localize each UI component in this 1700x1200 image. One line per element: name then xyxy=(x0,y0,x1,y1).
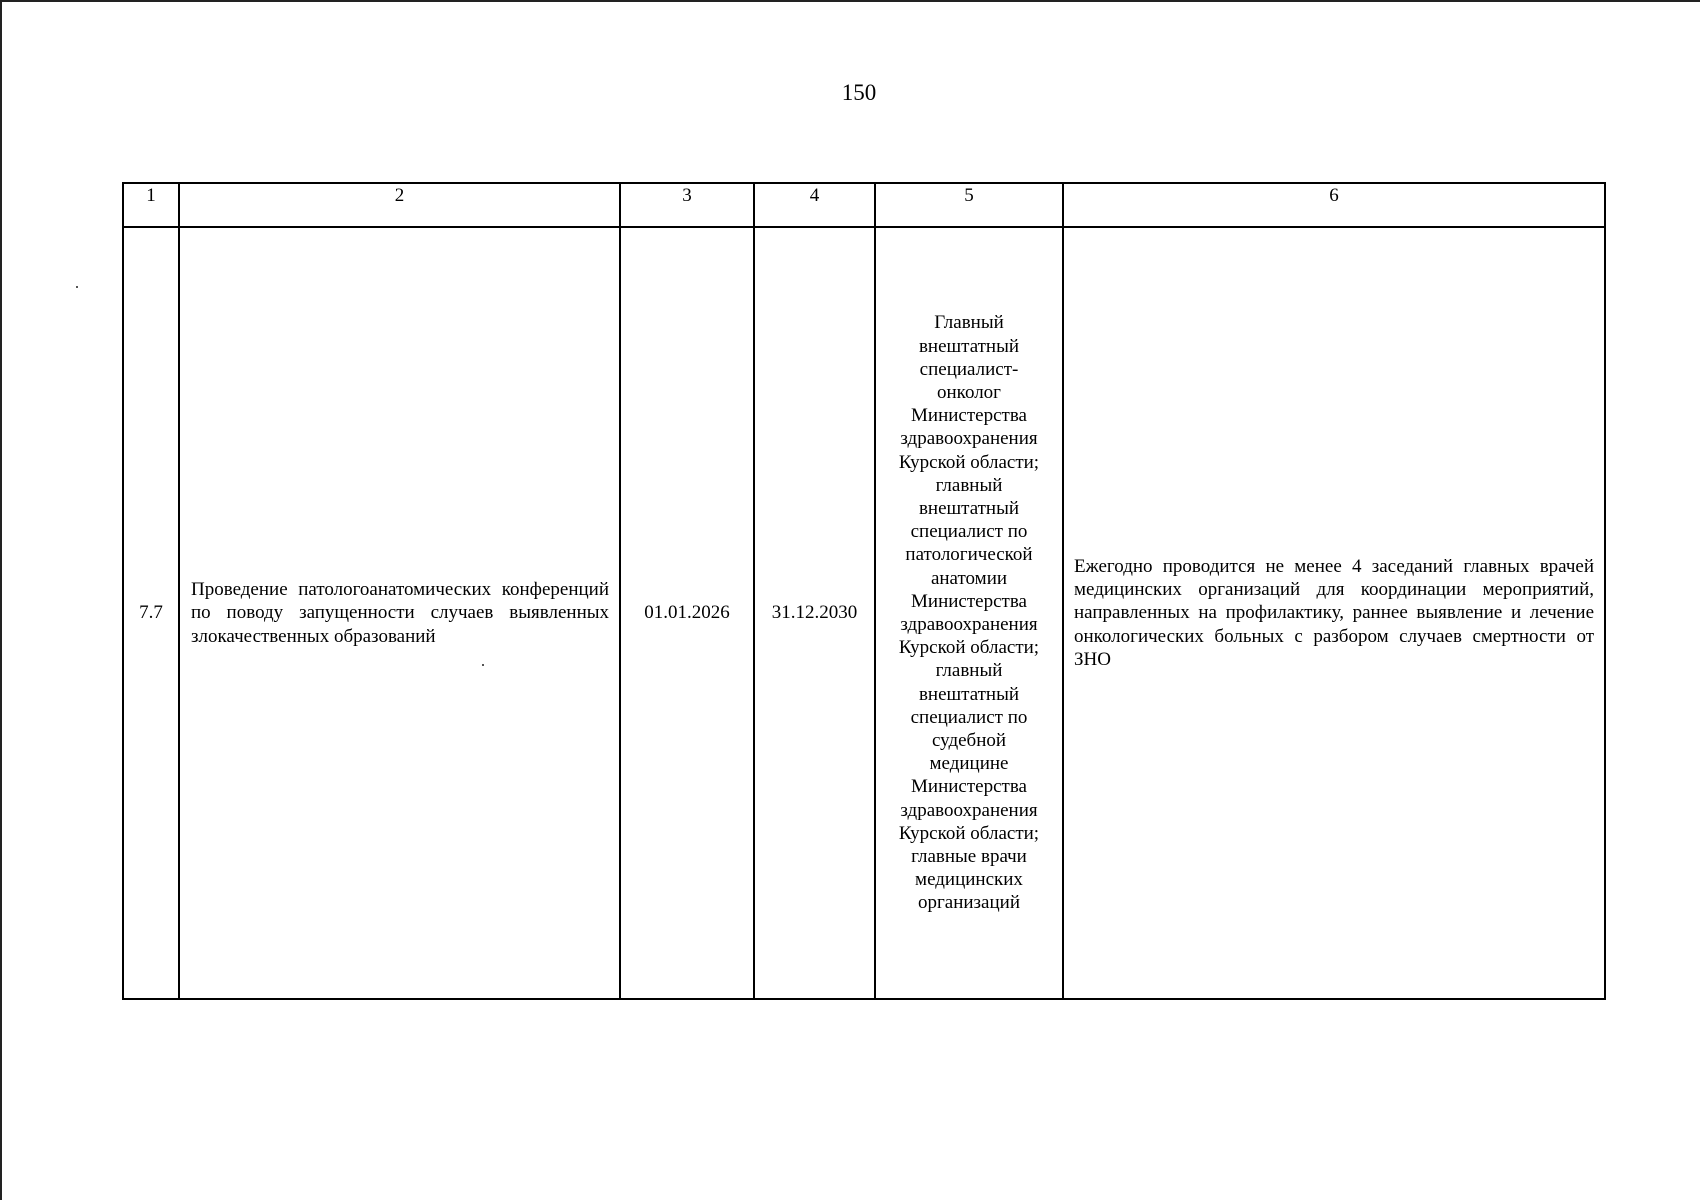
column-header-2: 2 xyxy=(179,183,620,227)
column-header-1: 1 xyxy=(123,183,179,227)
page-border-top xyxy=(0,0,1700,2)
column-header-6: 6 xyxy=(1063,183,1605,227)
page-number: 150 xyxy=(841,80,877,105)
column-header-5: 5 xyxy=(875,183,1063,227)
row-number-cell: 7.7 xyxy=(123,227,179,999)
expected-result-cell: Ежегодно проводится не менее 4 заседаний главных врачей медицинских организаций для координации мероприятий, направленных на профилактику, раннее выявление и лечение онкологических больных с разбором случаев смертности от ЗНО xyxy=(1063,227,1605,999)
scan-speck xyxy=(76,286,78,288)
responsible-executors-cell: Главный внештатный специалист-онколог Министерства здравоохранения Курской области; главный внештатный специалист по патологической анатомии Министерства здравоохранения Курской области; главный внештатный специалист по судебной медицине Министерства здравоохранения Курской области; главные врачи медицинских организаций xyxy=(875,227,1063,999)
start-date-cell: 01.01.2026 xyxy=(620,227,754,999)
table-header-row xyxy=(123,183,1605,227)
activity-description-cell: Проведение патологоанатомических конференций по поводу запущенности случаев выявленных злокачественных образований xyxy=(179,227,620,999)
end-date-cell: 31.12.2030 xyxy=(754,227,875,999)
page-border-left xyxy=(0,0,2,1200)
table-row xyxy=(123,227,1605,999)
column-header-3: 3 xyxy=(620,183,754,227)
activities-table xyxy=(122,182,1606,1000)
column-header-4: 4 xyxy=(754,183,875,227)
